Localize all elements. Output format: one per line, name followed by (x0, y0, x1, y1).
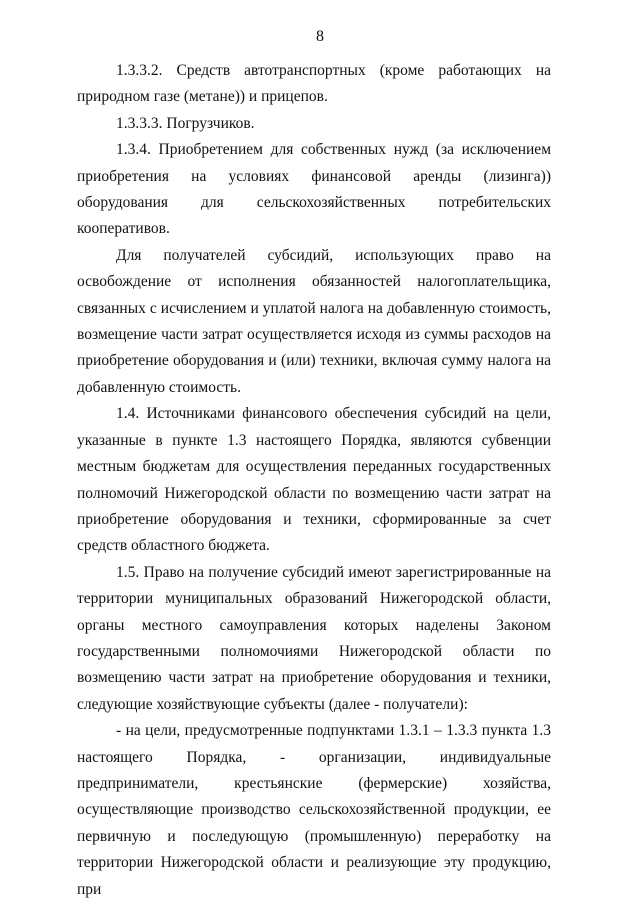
paragraph-dash-item: - на цели, предусмотренные подпунктами 1.3.1 – 1.3.3 пункта 1.3 настоящего Порядка, - организации, индивидуальные предприниматели, крестьянские (фермерские) хозяйства, осуществляющие производство сельскохозяйственной продукции, ее первичную и последующую (промышленную) переработку на территории Нижегородской области и реализующие эту продукцию, при (77, 722, 551, 898)
paragraph-1-3-3-2: 1.3.3.2. Средств автотранспортных (кроме работающих на природном газе (метане)) и прицепов. (77, 62, 551, 106)
paragraph-vat-note: Для получателей субсидий, использующих право на освобождение от исполнения обязанностей налогоплательщика, связанных с исчислением и уплатой налога на добавленную стоимость, возмещение части затрат осуществляется исходя из суммы расходов на приобретение оборудования и (или) техники, включая сумму налога на добавленную стоимость. (77, 246, 551, 396)
document-body (77, 58, 551, 903)
paragraph-1-5: 1.5. Право на получение субсидий имеют зарегистрированные на территории муниципальных образований Нижегородской области, органы местного самоуправления которых наделены Законом государственными полномочиями Нижегородской области по возмещению части затрат на приобретение оборудования и техники, следующие хозяйствующие субъекты (далее - получатели): (77, 563, 551, 713)
paragraph-1-4: 1.4. Источниками финансового обеспечения субсидий на цели, указанные в пункте 1.3 настоящего Порядка, являются субвенции местным бюджетам для осуществления переданных государственных полномочий Нижегородской области по возмещению части затрат на приобретение оборудования и техники, сформированные за счет средств областного бюджета. (77, 405, 551, 555)
page-number: 8 (316, 28, 324, 45)
paragraph-1-3-3-3: 1.3.3.3. Погрузчиков. (116, 114, 255, 132)
paragraph-1-3-4: 1.3.4. Приобретением для собственных нужд (за исключением приобретения на условиях финансовой аренды (лизинга)) оборудования для сельскохозяйственных потребительских кооперативов. (77, 141, 551, 238)
